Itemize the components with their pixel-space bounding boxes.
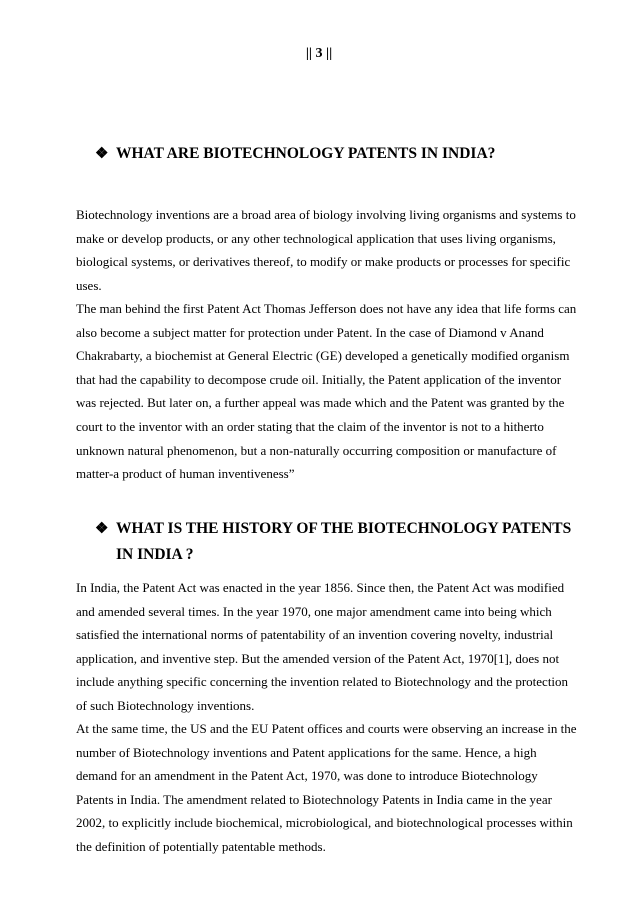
section-heading-biotech-patents: [95, 141, 595, 167]
section-heading-history: [95, 516, 575, 568]
diamond-bullet-icon: ❖: [95, 146, 109, 162]
paragraph-amendment-2002: At the same time, the US and the EU Patent offices and courts were observing an increase in the number of Biotechnology inventions and Patent applications for the same. Hence, a high demand for an amendment in the Patent Act, 1970, was done to introduce Biotechnology Patents in India. The amendment related to Biotechnology Patents in India came in the year 2002, to explicitly include biochemical, microbiological, and biotechnological processes within the definition of potentially patentable methods.: [76, 721, 577, 854]
diamond-bullet-icon: ❖: [95, 521, 109, 537]
paragraph-patent-act-history: In India, the Patent Act was enacted in the year 1856. Since then, the Patent Act was modified and amended several times. In the year 1970, one major amendment came into being which satisfied the international norms of patentability of an invention covering novelty, industrial application, and inventive step. But the amended version of the Patent Act, 1970[1], does not include anything specific concerning the invention related to Biotechnology and the protection of such Biotechnology inventions.: [76, 580, 569, 713]
paragraph-diamond-v-chakrabarty: The man behind the first Patent Act Thomas Jefferson does not have any idea that life forms can also become a subject matter for protection under Patent. In the case of Diamond v Anand Chakrabarty, a biochemist at General Electric (GE) developed a genetically modified organism that had the capability to decompose crude oil. Initially, the Patent application of the inventor was rejected. But later on, a further appeal was made which and the Patent was granted by the court to the inventor with an order stating that the claim of the inventor is not to a hitherto unknown natural phenomenon, but a non-naturally occurring composition or manufacture of matter-a product of human inventiveness”: [76, 301, 577, 482]
paragraph-definition: Biotechnology inventions are a broad area of biology involving living organisms and systems to make or develop products, or any other technological application that uses living organisms, biological systems, or derivatives thereof, to modify or make products or processes for specific uses.: [76, 207, 576, 293]
heading-text: WHAT ARE BIOTECHNOLOGY PATENTS IN INDIA?: [116, 145, 496, 162]
page-number: || 3 ||: [305, 46, 333, 61]
heading-text: WHAT IS THE HISTORY OF THE BIOTECHNOLOGY PATENTS IN INDIA ?: [116, 520, 572, 563]
